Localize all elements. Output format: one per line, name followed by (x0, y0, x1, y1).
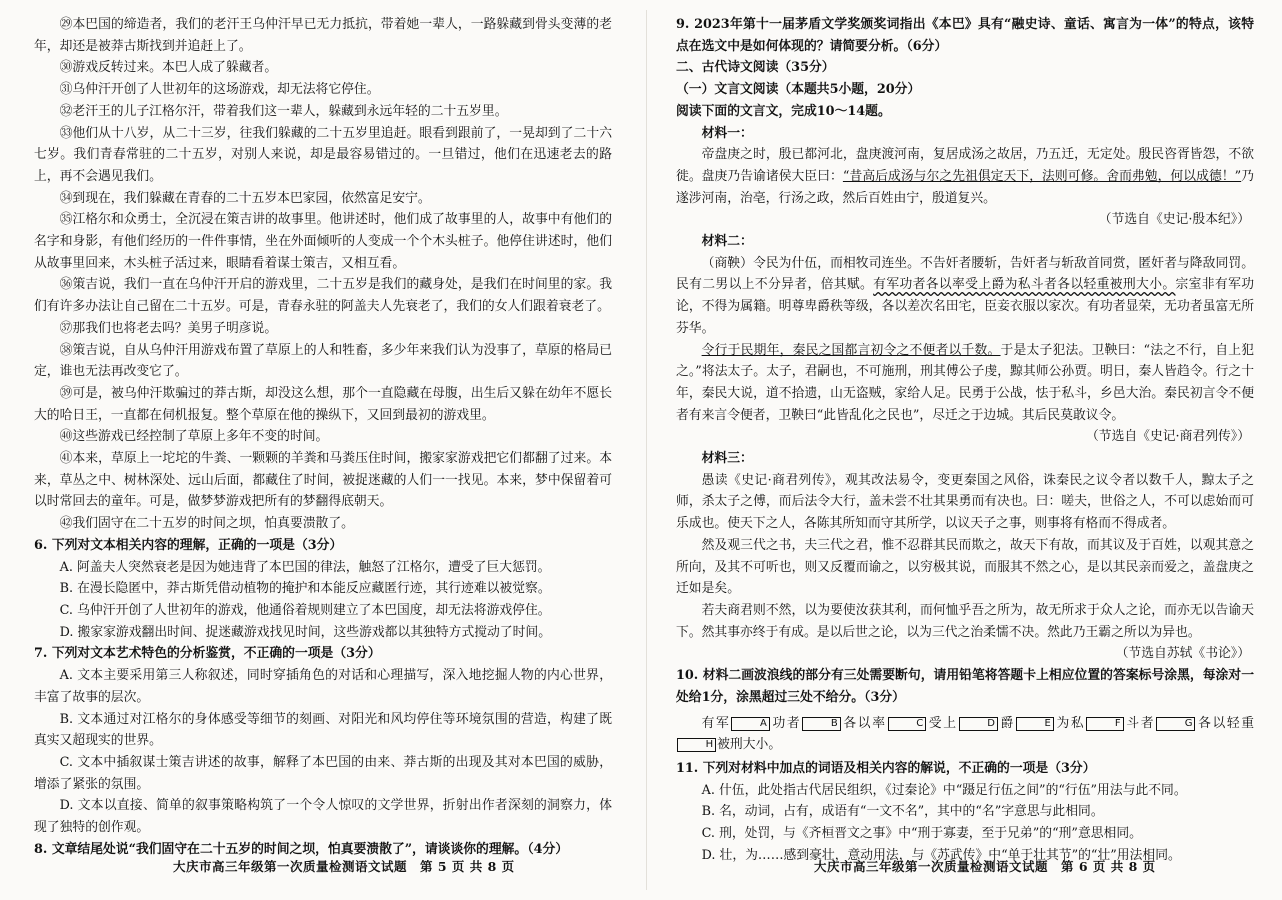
question-8: 8. 文章结尾处说“我们固守在二十五岁的时间之坝，怕真要溃散了”，请谈谈你的理解。（4分） (34, 841, 569, 857)
q10-sentence (676, 713, 1254, 756)
q6-option-a: A. 阿盖夫人突然衰老是因为她违背了本巴国的律法，触怒了江格尔，遭受了巨大惩罚。 (59, 559, 551, 575)
m2-text-c: 于是太子犯法。卫鞅曰：“法之不行，自上犯之。”将法太子。太子，君嗣也，不可施刑，刑其傅公子虔，黥其师公孙贾。明日，秦人皆趋令。行之十年，秦民大说，道不拾遗，山无盗贼，家给人足。民勇于公战，怯于私斗，乡邑大治。秦民初言令不便者有来言令便者，卫鞅曰“此皆乱化之民也”，尽迁之于边城。其后民莫敢议令。 (676, 342, 1255, 423)
material-3-para-3: 若夫商君则不然，以为要使汝获其利，而何恤乎吾之所为，故无所求于众人之论，而亦无以告谕天下。然其事亦终于有成。是以后世之论，以为三代之治柔懦不决。然此乃王霸之所以为异也。 (676, 602, 1254, 640)
q10-mark-e[interactable]: E (1016, 717, 1054, 731)
q10-mark-c[interactable]: C (888, 717, 927, 731)
q10-seg: 功者 (770, 715, 802, 731)
page-divider (646, 10, 647, 890)
material-2-title: 材料二： (701, 234, 753, 250)
material-1-title: 材料一： (701, 125, 753, 141)
q10-mark-f[interactable]: F (1086, 717, 1123, 731)
material-3-source: （节选自苏轼《书论》） (1115, 646, 1250, 662)
question-6: 6. 下列对文本相关内容的理解，正确的一项是（3分） (34, 537, 343, 553)
material-2-text-1 (676, 253, 1254, 340)
q10-seg: 有军 (701, 715, 731, 731)
m2-text-a: （商鞅）令民为什伍，而相牧司连坐。不告奸者腰斩，告奸者与斩敌首同赏，匿奸者与降敌同罚。民有二男以上不分异者，倍其赋。 (676, 255, 1254, 293)
q11-option-b: B. 名，动词，占有，成语有“一文不名”，其中的“名”字意思与此相同。 (701, 804, 1104, 820)
m1-text-b: 乃遂涉河南，治亳，行汤之政，然后百姓由宁，殷道复兴。 (676, 168, 1255, 206)
q11-option-c: C. 刑，处罚，与《齐桓晋文之事》中“刑于寡妻，至于兄弟”的“刑”意思相同。 (701, 826, 1142, 842)
q10-mark-g[interactable]: G (1156, 717, 1195, 731)
page-6 (676, 14, 1254, 866)
q7-option-a: A. 文本主要采用第三人称叙述，同时穿插角色的对话和心理描写，深入地挖掘人物的内心世界，丰富了故事的层次。 (34, 668, 612, 705)
para-29: ㉙本巴国的缔造者，我们的老汗王乌仲汗早已无力抵抗，带着她一辈人，一路躲藏到骨头变薄的老年，却还是被莽古斯找到并追赶上了。 (34, 17, 612, 54)
q10-mark-d[interactable]: D (959, 717, 998, 731)
material-2-source: （节选自《史记·商君列传》） (1085, 429, 1250, 445)
material-2-text-2 (676, 340, 1254, 427)
question-9: 9. 2023年第十一届茅盾文学奖颁奖词指出《本巴》具有“融史诗、童话、寓言为一体”的特点，该特点在选文中是如何体现的？请简要分析。（6分） (676, 17, 1254, 54)
q7-option-c: C. 文本中插叙谋士策吉讲述的故事，解释了本巴国的由来、莽古斯的出现及其对本巴国的威胁，增添了紧张的氛围。 (34, 754, 612, 792)
q10-seg: 各以轻重 (1196, 715, 1255, 731)
q10-seg: 受上 (927, 715, 958, 731)
footer-page-5: 大庆市高三年级第一次质量检测语文试题 第 5 页 共 8 页 (173, 859, 515, 874)
para-41: ㊶本来，草原上一坨坨的牛粪、一颗颗的羊粪和马粪压住时间，搬家家游戏把它们都翻了过来。本来，草丛之中、树林深处、远山后面，都藏住了时间，被捉迷藏的人们一一找见。本来，梦中保留着可以时常回去的童年。可是，做梦梦游戏把所有的梦翻得底朝天。 (34, 451, 612, 510)
section-2-title: 二、古代诗文阅读（35分） (676, 60, 835, 76)
q10-seg: 为私 (1054, 715, 1086, 731)
q6-option-c: C. 乌仲汗开创了人世初年的游戏，他通俗着规则建立了本巴国度，却无法将游戏停住。 (59, 602, 551, 618)
m1-text-a: 帝盘庚之时，殷已都河北，盘庚渡河南，复居成汤之故居，乃五迁，无定处。殷民咨胥皆怨，不欲徙。盘庚乃告谕诸侯大臣曰： (676, 147, 1254, 184)
footer-page-6: 大庆市高三年级第一次质量检测语文试题 第 6 页 共 8 页 (814, 859, 1156, 874)
material-3-para-1: 愚读《史记·商君列传》，观其改法易令，变更秦国之风俗，诛秦民之议令者以数千人，黥太子之师，杀太子之傅，而后法令大行，盖未尝不壮其果勇而有决也。曰：嗟夫，世俗之人，不可以虑始而可乐成也。使天下之人，各陈其所知而守其所学，以议天子之事，则事将有格而不得成者。 (676, 472, 1254, 532)
q7-option-b: B. 文本通过对江格尔的身体感受等细节的刻画、对阳光和风均停住等环境氛围的营造，构建了既真实又超现实的世界。 (34, 711, 612, 749)
q6-option-b: B. 在漫长隐匿中，莽古斯凭借动植物的掩护和本能反应藏匿行迹，其行迹难以被觉察。 (59, 581, 551, 597)
para-33: ㉝他们从十八岁，从二十三岁，往我们躲藏的二十五岁里追赶。眼看到跟前了，一晃却到了二十六七岁。我们青春常驻的二十五岁，对别人来说，却是最容易错过的。一旦错过，他们在迅速老去的路上，再不会遇见我们。 (34, 125, 612, 184)
para-31: ㉛乌仲汗开创了人世初年的这场游戏，却无法将它停住。 (59, 82, 380, 98)
para-40: ㊵这些游戏已经控制了草原上多年不变的时间。 (59, 429, 329, 445)
para-32: ㉜老汗王的儿子江格尔汗，带着我们这一辈人，躲藏到永远年轻的二十五岁里。 (59, 103, 508, 119)
m2-wavy-line: 有军功者各以率受上爵为私斗者各以轻重被刑大小。 (873, 277, 1176, 293)
q10-mark-b[interactable]: B (802, 717, 840, 731)
q11-option-a: A. 什伍，此处指古代居民组织，《过秦论》中“蹑足行伍之间”的“行伍”用法与此不同。 (701, 782, 1187, 798)
para-36: ㊱策吉说，我们一直在乌仲汗开启的游戏里，二十五岁是我们的藏身处，是我们在时间里的家。我们有许多办法让自己留在二十五岁。可是，青春永驻的阿盖夫人先衰老了，我们的女人们跟着衰老了。 (34, 277, 612, 315)
material-1-source: （节选自《史记·殷本纪》） (1098, 212, 1250, 228)
page-5 (34, 14, 612, 860)
m2-underlined: 令行于民期年，秦民之国都言初令之不便者以千数。 (701, 342, 1001, 358)
question-7: 7. 下列对文本艺术特色的分析鉴赏，不正确的一项是（3分） (34, 646, 381, 662)
para-39: ㊴可是，被乌仲汗欺骗过的莽古斯，却没这么想，那个一直隐藏在母腹，出生后又躲在幼年不愿长大的哈日王，一直都在伺机报复。整个草原在他的操纵下，又回到最初的游戏里。 (34, 385, 612, 423)
para-37: ㊲那我们也将老去吗？美男子明彦说。 (59, 320, 278, 336)
m2-text-b: 宗室非有军功论，不得为属籍。明尊卑爵秩等级，各以差次名田宅，臣妾衣服以家次。有功者显荣，无功者虽富无所芬华。 (676, 277, 1255, 336)
q10-seg: 斗者 (1124, 715, 1156, 731)
q10-seg: 爵 (998, 715, 1015, 731)
question-10: 10. 材料二画波浪线的部分有三处需要断句，请用铅笔将答题卡上相应位置的答案标号涂黑，每涂对一处给1分，涂黑超过三处不给分。（3分） (676, 668, 1254, 705)
q10-seg: 各以率 (841, 715, 887, 731)
section-2-1-title: （一）文言文阅读（本题共5小题，20分） (676, 82, 921, 98)
q10-mark-a[interactable]: A (731, 717, 769, 731)
para-38: ㊳策吉说，自从乌仲汗用游戏布置了草原上的人和牲畜，多少年来我们认为没事了，草原的格局已定，谁也无法再改变它了。 (34, 342, 612, 380)
q7-option-d: D. 文本以直接、简单的叙事策略构筑了一个令人惊叹的文学世界，折射出作者深刻的洞察力，体现了独特的创作观。 (34, 798, 612, 836)
q10-seg: 被刑大小。 (717, 737, 782, 753)
reading-instruction: 阅读下面的文言文，完成10～14题。 (676, 103, 891, 119)
para-42: ㊷我们固守在二十五岁的时间之坝，怕真要溃散了。 (59, 516, 354, 532)
q6-option-d: D. 搬家家游戏翻出时间、捉迷藏游戏找见时间，这些游戏都以其独特方式搅动了时间。 (59, 624, 552, 640)
para-30: ㉚游戏反转过来。本巴人成了躲藏者。 (59, 60, 278, 76)
material-3-para-2: 然及观三代之书，夫三代之君，惟不忍群其民而欺之，故天下有故，而其议及于百姓，以观其意之所向，及其不可听也，则又反覆而谕之，以穷极其说，而服其不然之心，是以其民亲而爱之，盖盘庚之迁如是矣。 (676, 537, 1254, 597)
material-1-text (676, 144, 1254, 209)
question-11: 11. 下列对材料中加点的词语及相关内容的解说，不正确的一项是（3分） (676, 760, 1096, 776)
material-3-title: 材料三： (701, 451, 753, 467)
q11-option-d: D. 壮，为……感到豪壮，意动用法，与《苏武传》中“单于壮其节”的“壮”用法相同。 (701, 847, 1181, 863)
para-34: ㉞到现在，我们躲藏在青春的二十五岁本巴家园，依然富足安宁。 (59, 190, 431, 206)
para-35: ㉟江格尔和众勇士，全沉浸在策吉讲的故事里。他讲述时，他们成了故事里的人，故事中有他们的名字和身影，有他们经历的一件件事情，坐在外面倾听的人变成一个个木头桩子。他停住讲述时，他们从故事里回来，木头桩子活过来，眼睛看着谋士策吉，又相互看。 (34, 212, 612, 271)
m1-underlined: “昔高后成汤与尔之先祖俱定天下，法则可修。舍而弗勉，何以成德！” (842, 168, 1242, 184)
q10-mark-h[interactable]: H (677, 738, 716, 752)
